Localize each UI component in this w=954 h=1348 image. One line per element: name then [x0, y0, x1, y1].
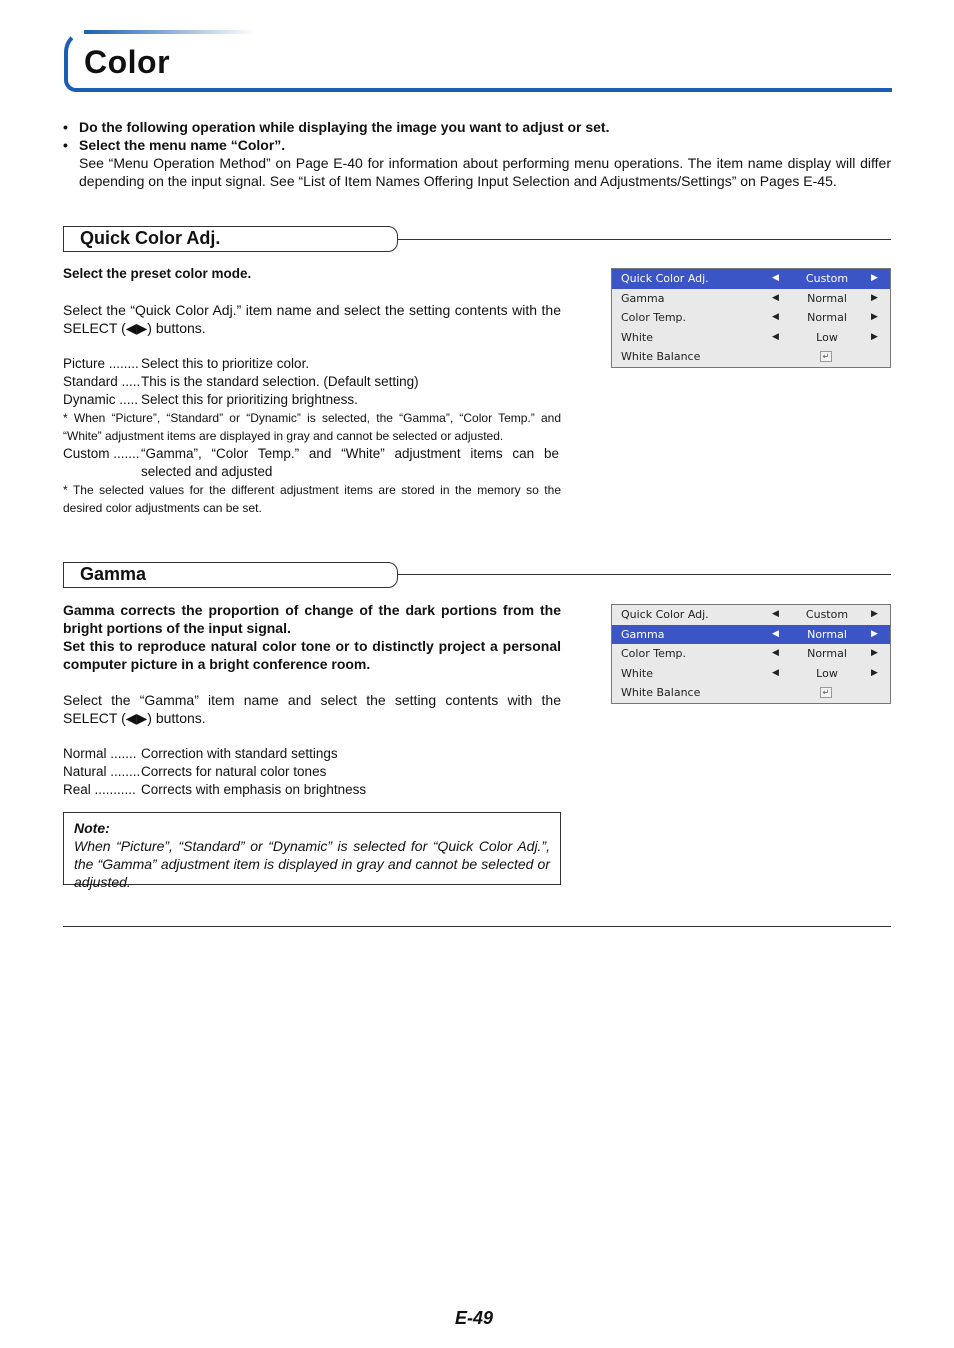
- item-term: Standard .....: [63, 374, 141, 389]
- item-desc: This is the standard selection. (Default setting): [141, 374, 419, 389]
- item-term: Natural ........: [63, 764, 141, 779]
- left-arrow-icon[interactable]: ◀: [772, 292, 779, 303]
- menu-row-label: White Balance: [621, 350, 701, 363]
- gamma-items: [63, 745, 561, 799]
- left-arrow-icon[interactable]: ◀: [772, 609, 779, 619]
- list-item: [63, 355, 561, 373]
- title-accent-line: [84, 30, 254, 34]
- gamma-heading-rule: [398, 574, 891, 575]
- menu-row[interactable]: [612, 308, 890, 328]
- quick-color-note-1: * When “Picture”, “Standard” or “Dynamic” is selected, the “Gamma”, “Color Temp.” and “White” adjustment items are displayed in gray and cannot be selected or adjusted.: [63, 411, 561, 443]
- item-desc: Corrects with emphasis on brightness: [141, 782, 367, 797]
- menu-row[interactable]: [612, 625, 890, 645]
- menu-row-value: Low: [816, 666, 838, 680]
- menu-row-label: Quick Color Adj.: [621, 608, 709, 621]
- left-arrow-icon[interactable]: ◀: [772, 648, 779, 658]
- quick-color-menu-panel: [611, 268, 891, 368]
- quick-color-heading-rule: [398, 239, 891, 240]
- quick-color-para: Select the “Quick Color Adj.” item name and select the setting contents with the SELECT (◀▶) buttons.: [63, 302, 561, 336]
- right-arrow-icon[interactable]: ▶: [871, 331, 878, 342]
- gamma-para: Select the “Gamma” item name and select the setting contents with the SELECT (◀▶) buttons.: [63, 692, 561, 726]
- menu-row-value: Normal: [807, 627, 847, 641]
- quick-color-lead: Select the preset color mode.: [63, 266, 252, 281]
- right-arrow-icon[interactable]: ▶: [871, 609, 878, 619]
- list-item: [63, 373, 561, 391]
- quick-color-body: [63, 265, 561, 517]
- note-text: When “Picture”, “Standard” or “Dynamic” is selected for “Quick Color Adj.”, the “Gamma” adjustment item is displayed in gray and cannot be selected or adjusted.: [74, 838, 550, 890]
- gamma-heading: Gamma: [80, 564, 147, 584]
- item-desc: “Gamma”, “Color Temp.” and “White” adjustment items can be selected and adjusted: [141, 446, 559, 479]
- enter-icon[interactable]: ↵: [820, 687, 832, 698]
- item-desc: Select this for prioritizing brightness.: [141, 392, 358, 407]
- left-arrow-icon[interactable]: ◀: [772, 628, 779, 639]
- item-desc: Select this to prioritize color.: [141, 356, 310, 371]
- bottom-rule: [63, 926, 891, 927]
- menu-row[interactable]: [612, 347, 890, 367]
- menu-row-value: Normal: [807, 647, 847, 660]
- page-title: Color: [84, 44, 171, 80]
- intro-bullet-1: • Do the following operation while displaying the image you want to adjust or set.: [63, 118, 891, 136]
- menu-row-value: Normal: [807, 311, 847, 324]
- item-term: Picture ........: [63, 356, 139, 371]
- item-desc: Correction with standard settings: [141, 746, 338, 761]
- gamma-lead-1: Gamma corrects the proportion of change of the dark portions from the bright portions of the input signal.: [63, 602, 561, 636]
- menu-row-label: White Balance: [621, 686, 701, 699]
- right-arrow-icon[interactable]: ▶: [871, 667, 878, 678]
- left-arrow-icon[interactable]: ◀: [772, 667, 779, 678]
- item-term: Dynamic .....: [63, 392, 139, 407]
- gamma-note-box: [63, 812, 561, 890]
- quick-color-items: [63, 355, 561, 409]
- right-arrow-icon[interactable]: ▶: [871, 628, 878, 639]
- menu-row[interactable]: [612, 644, 890, 664]
- menu-row[interactable]: [612, 328, 890, 348]
- left-arrow-icon[interactable]: ◀: [772, 273, 779, 283]
- list-item: [63, 391, 561, 409]
- gamma-menu-panel: [611, 604, 891, 704]
- gamma-lead-2: Set this to reproduce natural color tone or to distinctly project a personal computer picture in a bright conference room.: [63, 638, 561, 672]
- menu-row-value: Custom: [805, 272, 849, 285]
- menu-row-value: Low: [816, 330, 838, 344]
- menu-row[interactable]: [612, 289, 890, 309]
- note-title: Note:: [74, 820, 110, 836]
- list-item: [63, 763, 561, 781]
- menu-row[interactable]: [612, 605, 890, 625]
- menu-row-label: Gamma: [621, 627, 665, 641]
- gamma-body: [63, 601, 561, 799]
- right-arrow-icon[interactable]: ▶: [871, 648, 878, 658]
- menu-row[interactable]: [612, 664, 890, 684]
- menu-row-label: White: [621, 330, 653, 344]
- right-arrow-icon[interactable]: ▶: [871, 312, 878, 322]
- right-arrow-icon[interactable]: ▶: [871, 273, 878, 283]
- page-number: E-49: [455, 1308, 494, 1328]
- intro-block: [63, 118, 891, 190]
- intro-bullet-2: • Select the menu name “Color”.: [63, 136, 891, 154]
- menu-row-label: Gamma: [621, 291, 665, 305]
- menu-row[interactable]: [612, 269, 890, 289]
- quick-color-item-custom: [63, 445, 561, 481]
- menu-row-label: Color Temp.: [621, 311, 687, 324]
- right-arrow-icon[interactable]: ▶: [871, 292, 878, 303]
- quick-color-heading: Quick Color Adj.: [80, 228, 221, 248]
- menu-row[interactable]: [612, 683, 890, 703]
- item-desc: Corrects for natural color tones: [141, 764, 327, 779]
- item-term: Real ...........: [63, 782, 136, 797]
- list-item: [63, 745, 561, 763]
- menu-row-value: Normal: [807, 291, 847, 305]
- menu-row-label: Quick Color Adj.: [621, 272, 709, 285]
- left-arrow-icon[interactable]: ◀: [772, 312, 779, 322]
- title-frame: [64, 30, 892, 92]
- item-term: Custom .......: [63, 446, 140, 461]
- quick-color-note-2: * The selected values for the different adjustment items are stored in the memory so the desired color adjustments can be set.: [63, 483, 561, 515]
- menu-row-label: Color Temp.: [621, 647, 687, 660]
- menu-row-label: White: [621, 666, 653, 680]
- list-item: [63, 781, 561, 799]
- menu-row-value: Custom: [805, 608, 849, 621]
- item-term: Normal .......: [63, 746, 137, 761]
- enter-icon[interactable]: ↵: [820, 351, 832, 362]
- left-arrow-icon[interactable]: ◀: [772, 331, 779, 342]
- intro-paragraph: See “Menu Operation Method” on Page E-40 for information about performing menu operations. The item name display will differ depending on the input signal. See “List of Item Names Offering Input Selection and Adjustments/Settings” on Pages E-45.: [79, 155, 891, 189]
